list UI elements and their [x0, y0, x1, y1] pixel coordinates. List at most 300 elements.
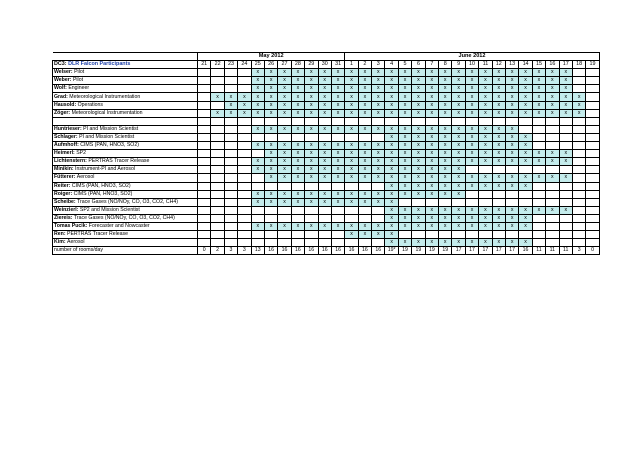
day-cell	[398, 198, 411, 206]
day-cell	[238, 198, 251, 206]
day-cell	[372, 133, 385, 141]
day-cell: x	[519, 101, 532, 109]
day-cell	[198, 109, 211, 117]
participant-row	[53, 101, 600, 109]
day-cell: x	[519, 133, 532, 141]
day-cell: x	[492, 85, 505, 93]
day-cell	[546, 239, 559, 247]
day-cell	[572, 125, 585, 133]
day-cell: x	[492, 206, 505, 214]
participant-row	[53, 222, 600, 230]
day-cell	[238, 150, 251, 158]
day-cell	[398, 231, 411, 239]
day-cell	[572, 133, 585, 141]
day-cell	[586, 101, 599, 109]
day-cell: x	[305, 77, 318, 85]
day-cell: x	[385, 206, 398, 214]
day-cell: x	[439, 125, 452, 133]
day-cell: x	[291, 150, 304, 158]
day-cell: x	[278, 166, 291, 174]
day-cell: x	[505, 239, 518, 247]
day-cell: x	[331, 77, 344, 85]
day-cell	[264, 133, 277, 141]
day-cell: x	[331, 198, 344, 206]
participant-row	[53, 93, 600, 101]
day-cell: x	[398, 158, 411, 166]
day-cell: x	[532, 77, 545, 85]
day-cell	[492, 198, 505, 206]
total-cell: 13	[251, 247, 264, 255]
day-cell	[224, 117, 237, 125]
day-header-cell: 22	[211, 61, 224, 69]
day-cell: x	[251, 85, 264, 93]
day-cell: x	[385, 239, 398, 247]
day-cell	[358, 133, 371, 141]
day-cell	[278, 117, 291, 125]
day-cell	[198, 190, 211, 198]
participant-role: Instrument-PI and Aerosol	[75, 166, 136, 173]
day-cell	[479, 231, 492, 239]
day-cell	[398, 117, 411, 125]
day-cell	[452, 117, 465, 125]
day-cell: x	[519, 206, 532, 214]
day-cell: x	[278, 77, 291, 85]
day-cell	[532, 214, 545, 222]
day-cell: x	[398, 69, 411, 77]
day-cell	[211, 158, 224, 166]
day-cell: x	[479, 93, 492, 101]
day-cell	[519, 125, 532, 133]
day-cell: x	[318, 166, 331, 174]
day-cell: x	[345, 142, 358, 150]
day-cell	[586, 117, 599, 125]
day-cell: x	[559, 206, 572, 214]
day-cell: x	[372, 198, 385, 206]
day-cell	[318, 182, 331, 190]
day-cell: x	[439, 190, 452, 198]
day-cell: x	[291, 142, 304, 150]
day-cell: x	[305, 198, 318, 206]
day-cell: x	[532, 150, 545, 158]
day-cell	[372, 117, 385, 125]
day-cell: x	[479, 150, 492, 158]
day-cell: x	[372, 142, 385, 150]
day-cell: x	[372, 85, 385, 93]
day-header-cell: 10	[465, 61, 478, 69]
day-cell: x	[372, 222, 385, 230]
day-cell: x	[291, 125, 304, 133]
day-cell: x	[425, 239, 438, 247]
day-cell: x	[264, 150, 277, 158]
participant-role: SP2	[76, 150, 87, 157]
participant-name-cell: Fütterer: Aerosol	[53, 174, 198, 182]
day-cell: x	[505, 158, 518, 166]
day-cell	[572, 77, 585, 85]
total-cell: 3	[238, 247, 251, 255]
day-cell: x	[358, 77, 371, 85]
day-header-cell: 6	[412, 61, 425, 69]
day-cell: x	[546, 158, 559, 166]
day-cell: x	[439, 182, 452, 190]
participant-role: Trace Gases (NO/NOy, CO, O3, CO2, CH4)	[77, 198, 178, 205]
day-cell: x	[398, 174, 411, 182]
day-cell: x	[452, 142, 465, 150]
participant-name: Aufmhoff	[54, 142, 78, 149]
day-cell	[224, 190, 237, 198]
participant-name: Ziereis	[54, 214, 71, 221]
day-cell	[251, 206, 264, 214]
day-cell	[492, 117, 505, 125]
day-cell	[224, 142, 237, 150]
day-cell	[224, 133, 237, 141]
falcon-participants-label: DLR Falcon Participants	[68, 61, 131, 68]
day-cell: x	[318, 85, 331, 93]
day-cell: x	[519, 158, 532, 166]
day-cell: x	[345, 125, 358, 133]
day-cell	[519, 231, 532, 239]
day-cell: x	[505, 125, 518, 133]
day-cell: x	[479, 133, 492, 141]
day-cell: x	[492, 158, 505, 166]
day-cell	[546, 166, 559, 174]
day-cell: x	[251, 198, 264, 206]
total-cell: 16	[278, 247, 291, 255]
day-cell: x	[439, 174, 452, 182]
day-cell	[251, 214, 264, 222]
participant-role: PI and Mission Scientist	[83, 125, 139, 132]
day-cell: x	[465, 125, 478, 133]
day-cell	[559, 166, 572, 174]
participant-role: Forecaster and Nowcaster	[88, 223, 150, 230]
day-cell: x	[278, 109, 291, 117]
day-cell: x	[465, 69, 478, 77]
day-cell	[559, 117, 572, 125]
day-cell: x	[439, 214, 452, 222]
total-cell: 17	[479, 247, 492, 255]
day-cell: x	[385, 174, 398, 182]
total-cell: 11	[559, 247, 572, 255]
day-cell	[305, 133, 318, 141]
day-cell: x	[398, 214, 411, 222]
day-cell	[278, 133, 291, 141]
day-cell: x	[559, 158, 572, 166]
day-cell: x	[331, 85, 344, 93]
day-cell	[211, 214, 224, 222]
day-cell: x	[385, 133, 398, 141]
day-cell: x	[398, 125, 411, 133]
day-cell	[546, 198, 559, 206]
total-cell: 3	[224, 247, 237, 255]
participant-name: Hausold	[54, 101, 75, 108]
day-cell: x	[305, 158, 318, 166]
participant-name-cell: Schlager: PI and Mission Scientist	[53, 133, 198, 141]
participant-role: Trace Gases (NO/NOy, CO, O3, CO2, CH4)	[73, 214, 175, 221]
day-cell: x	[519, 222, 532, 230]
day-cell	[211, 69, 224, 77]
participant-name: Wolf	[54, 85, 66, 92]
day-cell	[586, 77, 599, 85]
day-cell: x	[358, 109, 371, 117]
day-cell: x	[492, 101, 505, 109]
participant-name-cell: Ziereis: Trace Gases (NO/NOy, CO, O3, CO2, CH4)	[53, 214, 198, 222]
day-cell	[238, 69, 251, 77]
day-cell: x	[505, 109, 518, 117]
day-cell: x	[465, 222, 478, 230]
day-cell: x	[385, 101, 398, 109]
day-cell	[586, 133, 599, 141]
day-cell	[291, 133, 304, 141]
day-cell: x	[251, 125, 264, 133]
participant-name: Welser	[54, 69, 71, 76]
participant-row	[53, 206, 600, 214]
day-cell: x	[452, 101, 465, 109]
day-cell	[425, 231, 438, 239]
day-cell: x	[224, 93, 237, 101]
day-cell	[198, 150, 211, 158]
day-cell	[505, 190, 518, 198]
participant-role: SP2 and Mission Scientist	[79, 206, 140, 213]
day-cell: x	[398, 101, 411, 109]
day-cell: x	[345, 190, 358, 198]
day-cell: x	[479, 69, 492, 77]
day-cell: x	[439, 109, 452, 117]
day-cell	[586, 231, 599, 239]
day-cell	[251, 117, 264, 125]
participant-name: Heimerl	[54, 150, 74, 157]
day-cell	[238, 182, 251, 190]
day-header-cell: 21	[198, 61, 211, 69]
day-cell: x	[372, 166, 385, 174]
day-cell: x	[505, 69, 518, 77]
day-header-cell: 19	[586, 61, 599, 69]
participant-name-cell: Kim: Aerosol	[53, 239, 198, 247]
participant-name: Roiger	[54, 190, 71, 197]
day-cell: x	[331, 166, 344, 174]
day-cell: x	[398, 133, 411, 141]
day-cell	[519, 198, 532, 206]
day-cell	[198, 142, 211, 150]
day-cell: x	[412, 182, 425, 190]
day-cell: x	[318, 158, 331, 166]
participant-name: Huntrieser	[54, 125, 80, 132]
day-cell	[198, 85, 211, 93]
day-cell: x	[465, 77, 478, 85]
day-cell	[586, 198, 599, 206]
total-cell: 17	[452, 247, 465, 255]
day-cell	[532, 190, 545, 198]
day-cell	[479, 117, 492, 125]
day-cell: x	[358, 101, 371, 109]
day-cell: x	[532, 158, 545, 166]
day-cell	[331, 182, 344, 190]
day-cell: x	[425, 101, 438, 109]
total-cell: 19	[439, 247, 452, 255]
day-cell: x	[546, 206, 559, 214]
participant-name: Weber	[54, 77, 70, 84]
day-cell	[211, 174, 224, 182]
day-cell	[505, 231, 518, 239]
day-cell	[238, 133, 251, 141]
day-cell	[211, 77, 224, 85]
day-cell	[224, 231, 237, 239]
day-cell: x	[305, 101, 318, 109]
day-header-cell: 27	[278, 61, 291, 69]
day-cell	[345, 206, 358, 214]
day-cell: x	[372, 125, 385, 133]
day-cell: x	[546, 101, 559, 109]
day-cell: x	[331, 150, 344, 158]
participant-name: Weinzierl	[54, 206, 77, 213]
day-cell: x	[264, 142, 277, 150]
participant-name: Reiter	[54, 182, 69, 189]
day-cell	[331, 133, 344, 141]
day-cell	[251, 239, 264, 247]
day-cell: x	[546, 93, 559, 101]
day-cell	[465, 231, 478, 239]
day-cell: x	[452, 222, 465, 230]
day-cell: x	[452, 239, 465, 247]
day-cell	[264, 231, 277, 239]
day-cell: x	[358, 190, 371, 198]
day-cell: x	[505, 214, 518, 222]
day-cell	[224, 182, 237, 190]
day-cell: x	[452, 133, 465, 141]
day-cell	[264, 214, 277, 222]
day-cell	[465, 190, 478, 198]
day-cell: x	[425, 206, 438, 214]
day-cell: x	[452, 109, 465, 117]
day-header-cell: 14	[519, 61, 532, 69]
day-header-row	[53, 61, 600, 69]
day-cell: x	[345, 77, 358, 85]
participant-row	[53, 174, 600, 182]
month-june: June 2012	[345, 53, 599, 61]
day-header-cell: 7	[425, 61, 438, 69]
day-cell	[198, 222, 211, 230]
day-cell	[532, 198, 545, 206]
day-cell: x	[465, 150, 478, 158]
day-cell: x	[291, 198, 304, 206]
day-cell	[586, 222, 599, 230]
day-cell: x	[412, 150, 425, 158]
day-cell	[586, 166, 599, 174]
participant-row	[53, 142, 600, 150]
day-cell: x	[559, 150, 572, 158]
day-cell: x	[318, 101, 331, 109]
day-cell: x	[224, 109, 237, 117]
day-header-cell: 8	[439, 61, 452, 69]
day-cell: x	[331, 190, 344, 198]
day-cell: x	[318, 77, 331, 85]
day-cell	[238, 190, 251, 198]
day-cell: x	[412, 174, 425, 182]
day-cell: x	[372, 150, 385, 158]
day-cell: x	[264, 166, 277, 174]
day-cell: x	[278, 158, 291, 166]
day-cell	[439, 117, 452, 125]
day-cell	[586, 190, 599, 198]
day-cell	[559, 142, 572, 150]
day-cell	[291, 214, 304, 222]
day-cell: x	[305, 142, 318, 150]
day-cell	[586, 174, 599, 182]
day-cell: x	[425, 222, 438, 230]
day-cell: x	[278, 198, 291, 206]
participant-row	[53, 117, 600, 125]
day-cell: x	[372, 69, 385, 77]
day-cell: x	[278, 101, 291, 109]
day-cell: x	[372, 231, 385, 239]
day-cell	[251, 182, 264, 190]
day-cell	[358, 239, 371, 247]
day-cell: x	[278, 93, 291, 101]
day-header-cell: 11	[479, 61, 492, 69]
day-cell: x	[519, 85, 532, 93]
day-cell: x	[331, 158, 344, 166]
day-cell: x	[358, 142, 371, 150]
day-cell: x	[358, 231, 371, 239]
day-cell: x	[318, 174, 331, 182]
day-cell	[318, 239, 331, 247]
day-cell: x	[412, 109, 425, 117]
participant-name-cell: Welser: Pilot	[53, 69, 198, 77]
day-cell: x	[479, 109, 492, 117]
day-cell: x	[546, 109, 559, 117]
day-cell	[331, 214, 344, 222]
day-cell	[238, 174, 251, 182]
day-cell: x	[345, 69, 358, 77]
day-cell: x	[479, 77, 492, 85]
day-cell: x	[385, 158, 398, 166]
day-cell: x	[412, 166, 425, 174]
day-cell: x	[425, 109, 438, 117]
day-cell: x	[479, 85, 492, 93]
total-cell: 16	[519, 247, 532, 255]
day-cell	[586, 93, 599, 101]
day-cell	[211, 101, 224, 109]
day-cell	[198, 198, 211, 206]
day-cell: x	[532, 109, 545, 117]
day-cell: x	[372, 77, 385, 85]
total-cell: 16	[291, 247, 304, 255]
day-cell: x	[264, 198, 277, 206]
day-cell: x	[211, 93, 224, 101]
day-cell	[586, 239, 599, 247]
day-cell: x	[452, 166, 465, 174]
day-header-cell: 28	[291, 61, 304, 69]
day-cell	[479, 166, 492, 174]
day-cell	[559, 231, 572, 239]
day-cell	[291, 231, 304, 239]
day-cell	[211, 190, 224, 198]
day-cell: x	[305, 150, 318, 158]
day-cell	[305, 117, 318, 125]
day-cell: x	[305, 125, 318, 133]
day-header-cell: 2	[358, 61, 371, 69]
total-cell: 16	[372, 247, 385, 255]
day-cell	[224, 77, 237, 85]
participant-role: CIMS (PAN, HNO3, SO2)	[80, 142, 139, 149]
month-header-spacer	[53, 53, 198, 61]
day-cell: x	[532, 85, 545, 93]
day-cell	[532, 239, 545, 247]
participant-role: Aerosol	[76, 174, 95, 181]
day-cell: x	[318, 198, 331, 206]
day-cell	[559, 222, 572, 230]
participant-row	[53, 239, 600, 247]
day-cell: x	[385, 142, 398, 150]
day-cell: x	[278, 190, 291, 198]
